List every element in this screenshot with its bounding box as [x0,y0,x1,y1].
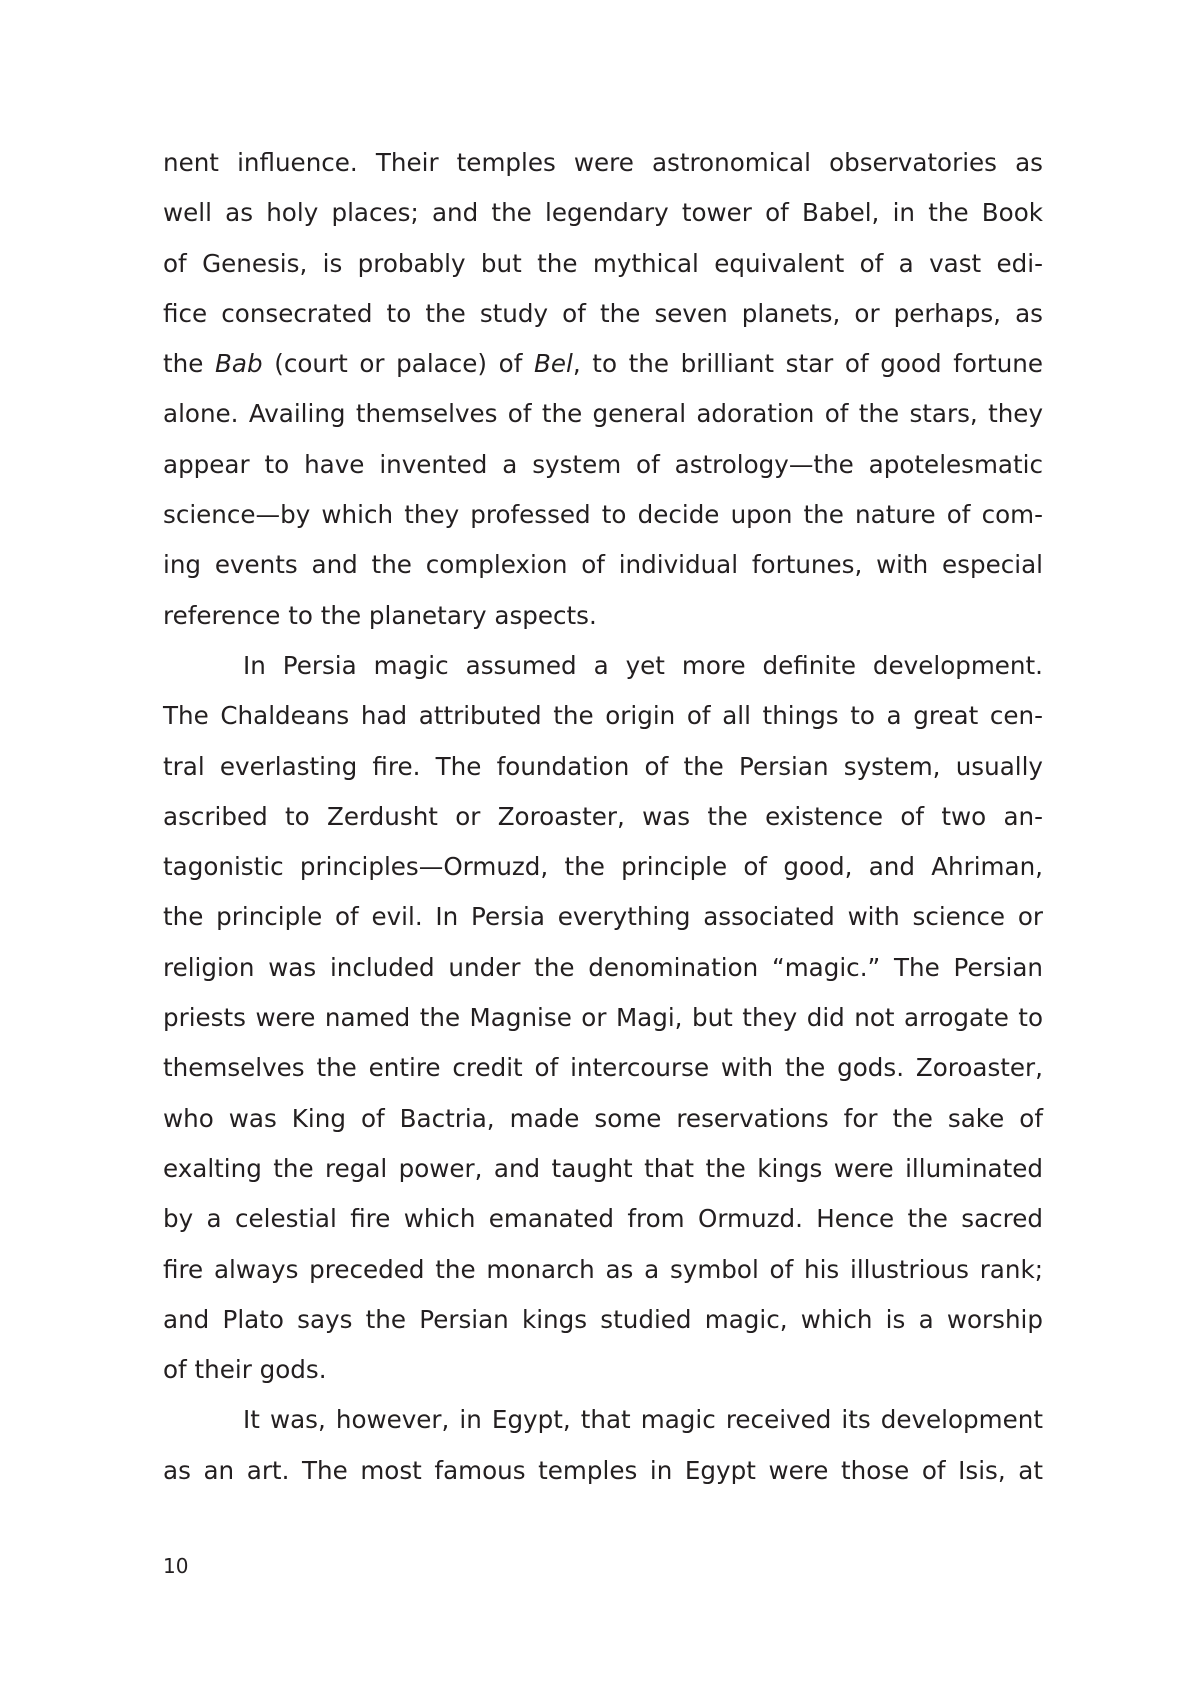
text-line: priests were named the Magnise or Magi, but they did not arrogate to [163,1003,1043,1033]
italic-term: Bel [534,349,573,379]
text-line: of their gods. [163,1355,327,1385]
text-line: reference to the planetary aspects. [163,600,597,630]
text-line: appear to have invented a system of astrology—the apotelesmatic [163,449,1043,479]
italic-term: Bab [215,349,263,379]
text-line: fire always preceded the monarch as a symbol of his illustrious rank; [163,1254,1043,1284]
text-line: by a celestial fire which emanated from Ormuzd. Hence the sacred [163,1204,1043,1234]
text-line: who was King of Bactria, made some reservations for the sake of [163,1103,1043,1133]
text-line: the Bab (court or palace) of Bel, to the brilliant star of good fortune [163,349,1043,379]
text-line: and Plato says the Persian kings studied magic, which is a worship [163,1304,1043,1334]
text-line: religion was included under the denomination “magic.” The Persian [163,952,1043,982]
text-line: the principle of evil. In Persia everything associated with science or [163,902,1043,932]
text-line: exalting the regal power, and taught that the kings were illuminated [163,1153,1043,1183]
text-line: well as holy places; and the legendary tower of Babel, in the Book [163,198,1043,228]
text-line: ascribed to Zerdusht or Zoroaster, was the existence of two an- [163,801,1043,831]
text-line: nent influence. Their temples were astronomical observatories as [163,148,1043,177]
text-line: alone. Availing themselves of the general adoration of the stars, they [163,399,1043,429]
text-line: It was, however, in Egypt, that magic received its development [243,1405,1043,1435]
text-line: fice consecrated to the study of the seven planets, or perhaps, as [163,298,1043,328]
text-line: as an art. The most famous temples in Egypt were those of Isis, at [163,1455,1043,1485]
text-line: themselves the entire credit of intercourse with the gods. Zoroaster, [163,1053,1043,1083]
text-line: tral everlasting fire. The foundation of the Persian system, usually [163,751,1043,781]
text-line: The Chaldeans had attributed the origin of all things to a great cen- [163,701,1043,731]
body-text [163,138,1043,1496]
text-line: of Genesis, is probably but the mythical equivalent of a vast edi- [163,248,1043,278]
text-line: science—by which they professed to decide upon the nature of com- [163,500,1043,530]
page-number: 10 [163,1554,189,1578]
text-line: ing events and the complexion of individual fortunes, with especial [163,550,1043,580]
text-line: tagonistic principles—Ormuzd, the principle of good, and Ahriman, [163,852,1043,882]
text-line: In Persia magic assumed a yet more definite development. [243,650,1043,680]
